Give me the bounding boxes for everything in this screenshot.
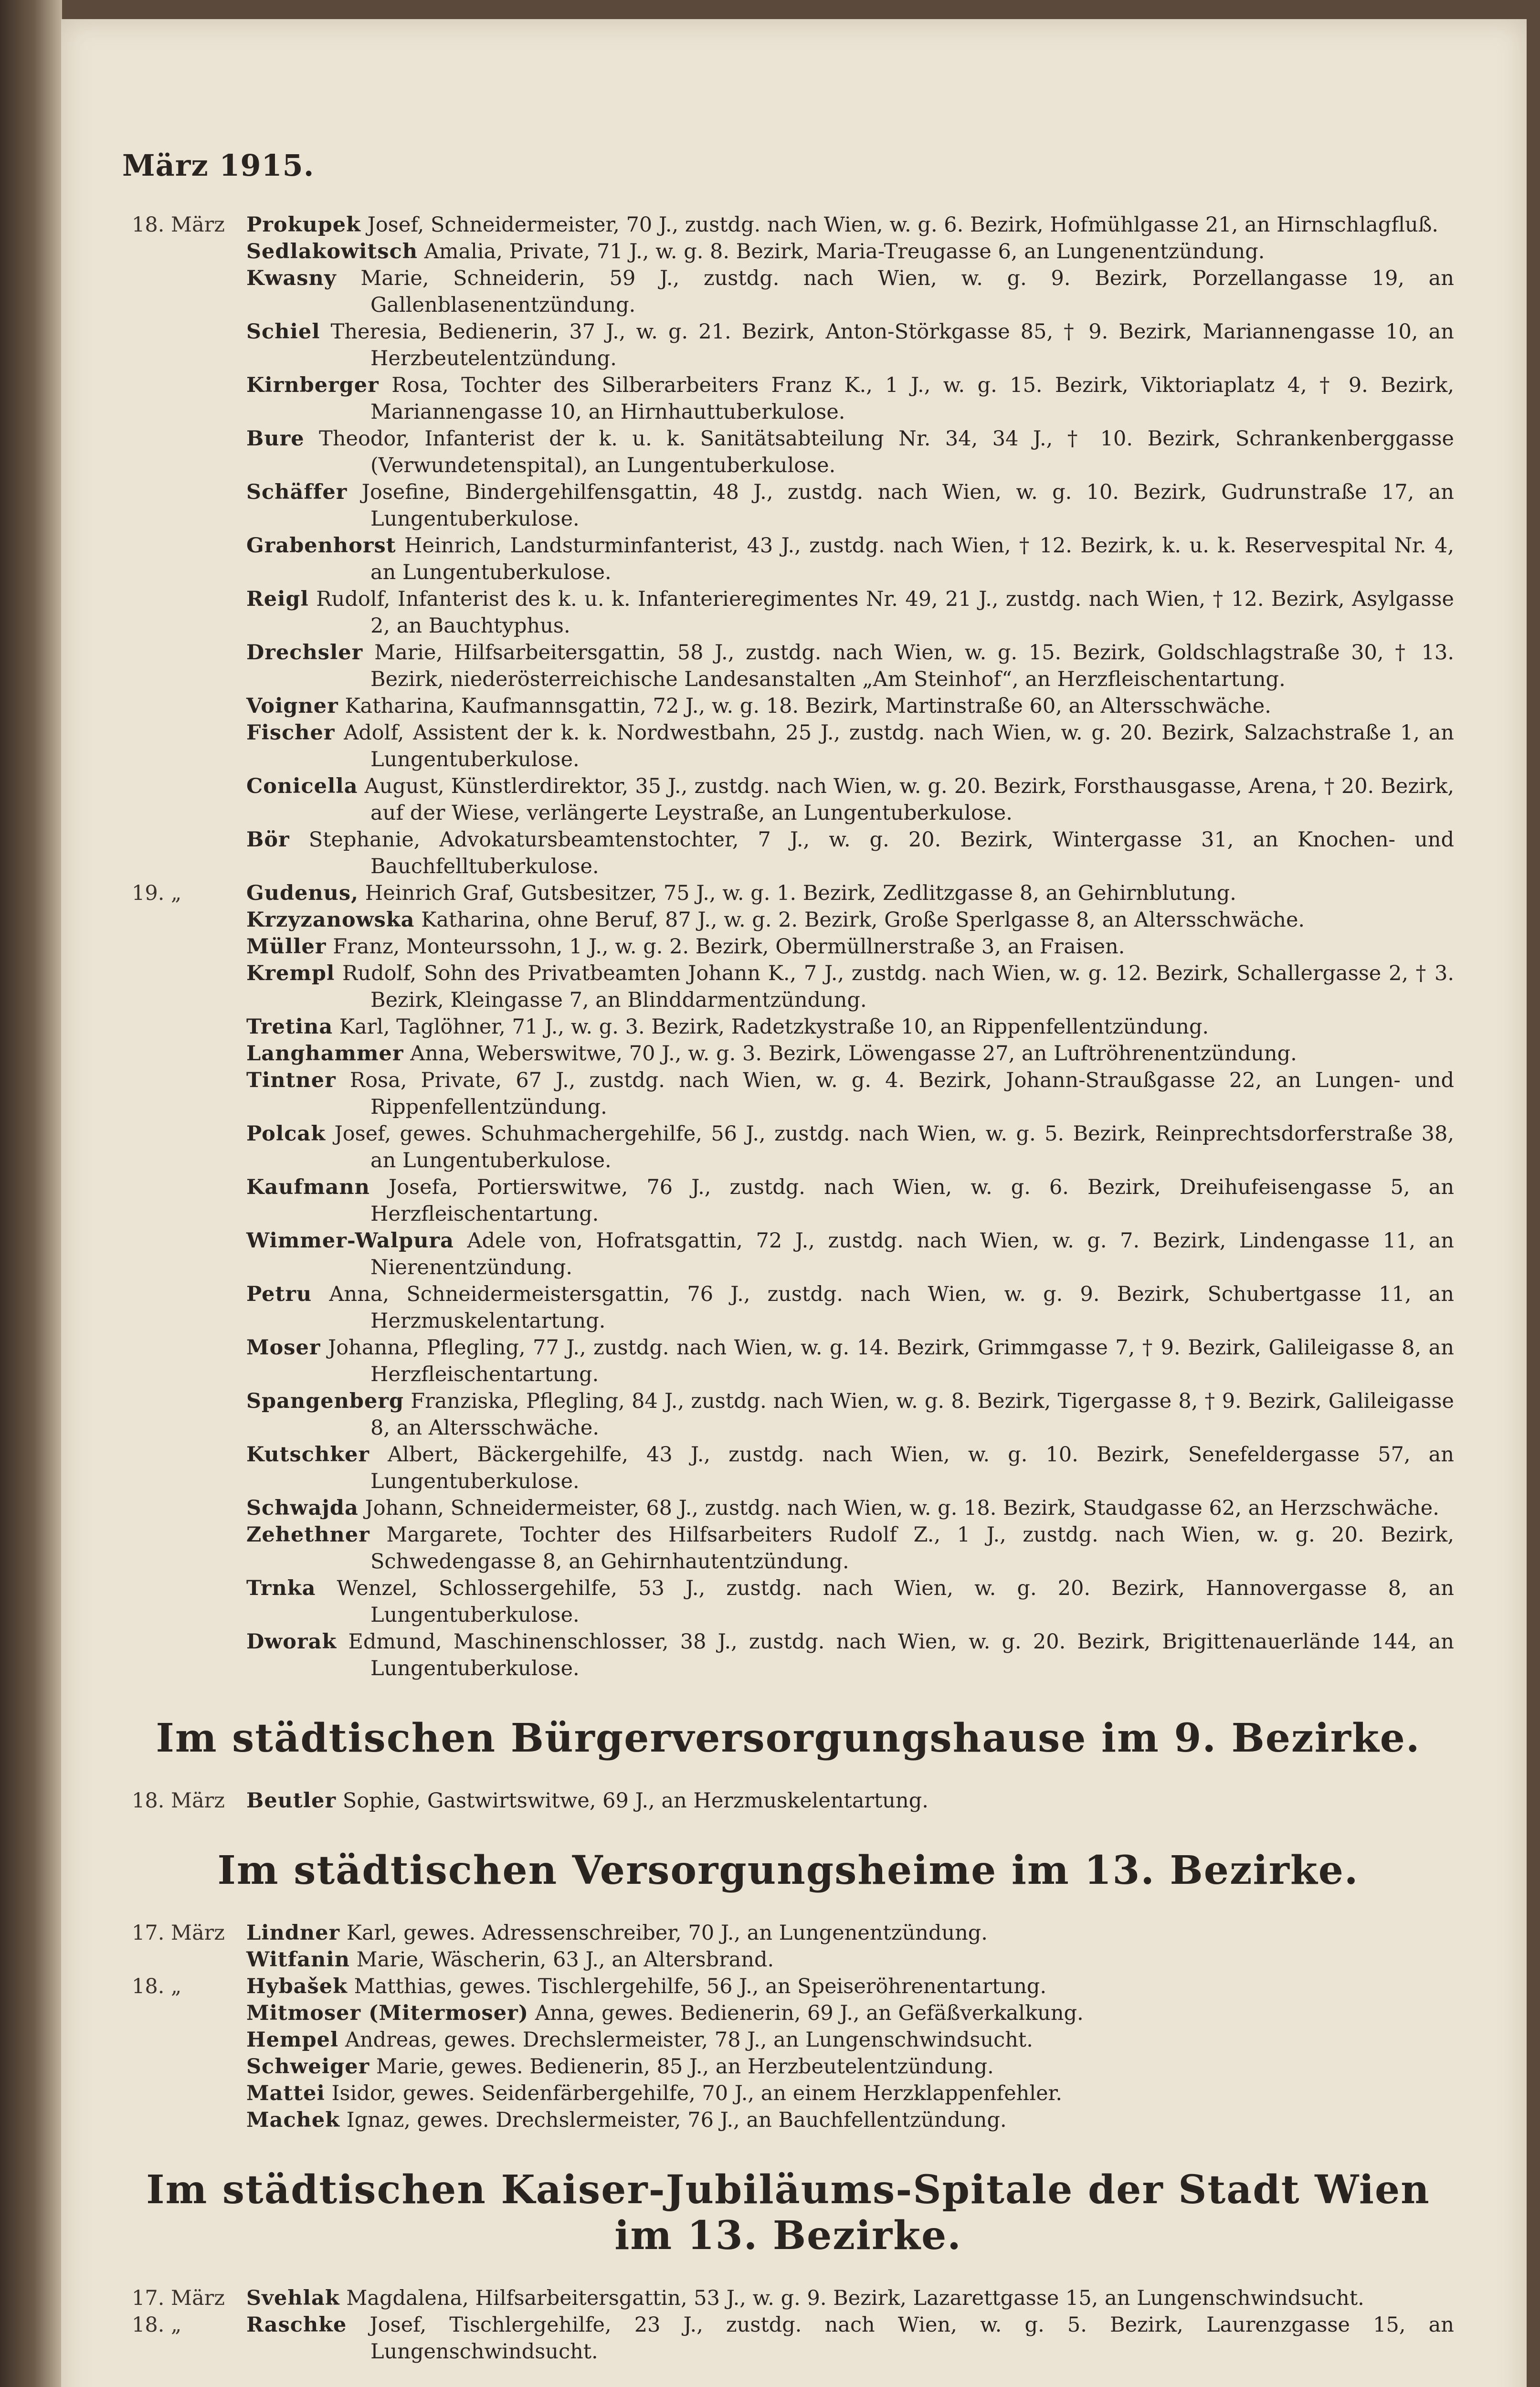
register-entry — [122, 719, 1454, 773]
register-entry — [122, 1441, 1454, 1495]
register-entry — [122, 1174, 1454, 1227]
entry-date: 19. „ — [132, 881, 182, 905]
register-entry — [122, 2053, 1454, 2080]
register-entry — [122, 2027, 1454, 2053]
entry-date — [122, 1495, 246, 1521]
death-register — [122, 211, 1454, 2387]
register-entry — [122, 907, 1454, 933]
entry-details: Wenzel, Schlossergehilfe, 53 J., zustdg. nach Wien, w. g. 20. Bezirk, Hannovergasse 8, an Lungentuberkulose. — [337, 1576, 1454, 1627]
entry-surname: Moser — [246, 1336, 321, 1360]
register-entry — [122, 425, 1454, 479]
entry-text — [246, 907, 1454, 933]
register-section — [122, 211, 1454, 1682]
entry-details: Josefa, Portierswitwe, 76 J., zustdg. nach Wien, w. g. 6. Bezirk, Dreihufeisengasse 5, an Herzfleischentartung. — [370, 1175, 1455, 1226]
entry-text — [246, 2053, 1454, 2080]
entry-surname: Sedlakowitsch — [246, 240, 418, 264]
register-entry — [122, 1334, 1454, 1388]
register-entry — [122, 2107, 1454, 2134]
entry-date — [122, 826, 246, 880]
entry-surname: Zehethner — [246, 1523, 370, 1547]
register-entry — [122, 826, 1454, 880]
entry-text — [246, 2285, 1454, 2312]
entry-date — [122, 238, 246, 265]
page-header: März 1915. — [122, 148, 315, 183]
section-title: Im städtischen Bürgerversorgungshause im 9. Bezirke. — [156, 1715, 1421, 1761]
entry-surname: Witfanin — [246, 1948, 350, 1972]
register-entry — [122, 1227, 1454, 1281]
entry-surname: Fischer — [246, 721, 335, 745]
document-page — [61, 19, 1527, 2387]
register-entry — [122, 1946, 1454, 1973]
entry-details: August, Künstlerdirektor, 35 J., zustdg. nach Wien, w. g. 20. Bezirk, Forsthausgasse, Arena, † 20. Bezirk, auf der Wiese, verlängerte Leystraße, an Lungentuberkulose. — [364, 774, 1455, 825]
entry-date — [122, 1120, 246, 1174]
entry-details: Anna, gewes. Bedienerin, 69 J., an Gefäßverkalkung. — [535, 2001, 1084, 2025]
entry-date — [122, 960, 246, 1014]
entry-surname: Svehlak — [246, 2286, 340, 2310]
register-entry — [122, 1120, 1454, 1174]
register-entry — [122, 693, 1454, 719]
entry-details: Matthias, gewes. Tischlergehilfe, 56 J., an Speiseröhrenentartung. — [354, 1975, 1047, 1998]
entry-surname: Spangenberg — [246, 1389, 404, 1413]
entry-text — [246, 1281, 1454, 1334]
entry-text — [246, 2107, 1454, 2134]
entry-text — [246, 693, 1454, 719]
entry-details: Ignaz, gewes. Drechslermeister, 76 J., an Bauchfellentzündung. — [346, 2108, 1007, 2132]
register-entry — [122, 318, 1454, 372]
entry-date — [122, 1174, 246, 1227]
entry-details: Katharina, Kaufmannsgattin, 72 J., w. g. 18. Bezirk, Martinstraße 60, an Altersschwäche. — [345, 694, 1271, 718]
entry-surname: Kwasny — [246, 266, 337, 290]
entry-surname: Langhammer — [246, 1042, 404, 1066]
entry-surname: Kaufmann — [246, 1175, 370, 1199]
entry-details: Franziska, Pflegling, 84 J., zustdg. nach Wien, w. g. 8. Bezirk, Tigergasse 8, † 9. Bezirk, Galileigasse 8, an Altersschwäche. — [370, 1389, 1454, 1440]
entry-surname: Petru — [246, 1282, 312, 1306]
register-entry — [122, 1521, 1454, 1575]
entry-details: Adolf, Assistent der k. k. Nordwestbahn, 25 J., zustdg. nach Wien, w. g. 20. Bezirk, Salzachstraße 1, an Lungentuberkulose. — [344, 721, 1455, 771]
register-entry — [122, 2285, 1454, 2312]
entry-text — [246, 1227, 1454, 1281]
entry-date — [122, 425, 246, 479]
entry-text — [246, 532, 1454, 586]
entry-surname: Mitmoser (Mitermoser) — [246, 2001, 529, 2025]
entry-details: Stephanie, Advokatursbeamtenstochter, 7 J., w. g. 20. Bezirk, Wintergasse 31, an Knochen- und Bauchfelltuberkulose. — [308, 828, 1455, 878]
register-entry — [122, 238, 1454, 265]
register-entry — [122, 2080, 1454, 2107]
entry-details: Margarete, Tochter des Hilfsarbeiters Rudolf Z., 1 J., zustdg. nach Wien, w. g. 20. Bezirk, Schwedengasse 8, an Gehirnhautentzündung. — [370, 1523, 1454, 1574]
entry-date — [122, 372, 246, 425]
entry-date: 17. März — [132, 1921, 225, 1945]
entry-text — [246, 1388, 1454, 1441]
entry-surname: Schäffer — [246, 480, 348, 504]
register-entry — [122, 933, 1454, 960]
entry-text — [246, 1575, 1454, 1628]
entry-surname: Bure — [246, 427, 305, 451]
entry-surname: Kutschker — [246, 1443, 370, 1467]
entry-text — [246, 773, 1454, 826]
entry-text — [246, 880, 1454, 907]
entry-text — [246, 265, 1454, 318]
entry-surname: Machek — [246, 2108, 340, 2132]
entry-details: Magdalena, Hilfsarbeitersgattin, 53 J., w. g. 9. Bezirk, Lazarettgasse 15, an Lungenschwindsucht. — [346, 2286, 1364, 2310]
entry-date — [122, 1441, 246, 1495]
entry-text — [246, 2080, 1454, 2107]
register-entry — [122, 1281, 1454, 1334]
entry-text — [246, 639, 1454, 693]
entry-text — [246, 1067, 1454, 1120]
entry-text — [246, 1014, 1454, 1040]
entry-surname: Drechsler — [246, 641, 363, 665]
register-entry — [122, 586, 1454, 639]
entry-surname: Gudenus, — [246, 881, 359, 905]
entry-details: Theresia, Bedienerin, 37 J., w. g. 21. Bezirk, Anton-Störkgasse 85, † 9. Bezirk, Mariannengasse 10, an Herzbeutelentzündung. — [330, 320, 1455, 370]
entry-date — [122, 693, 246, 719]
entry-date — [122, 532, 246, 586]
entry-date — [122, 1334, 246, 1388]
register-entry — [122, 372, 1454, 425]
entry-details: Edmund, Maschinenschlosser, 38 J., zustdg. nach Wien, w. g. 20. Bezirk, Brigittenauerlände 144, an Lungentuberkulose. — [348, 1630, 1454, 1680]
entry-text — [246, 2312, 1454, 2365]
entry-surname: Raschke — [246, 2313, 347, 2337]
entry-details: Adele von, Hofratsgattin, 72 J., zustdg. nach Wien, w. g. 7. Bezirk, Lindengasse 11, an Nierenentzündung. — [370, 1229, 1455, 1279]
entry-text — [246, 1920, 1454, 1946]
entry-details: Marie, Schneiderin, 59 J., zustdg. nach Wien, w. g. 9. Bezirk, Porzellangasse 19, an Gallenblasenentzündung. — [360, 266, 1454, 317]
entry-details: Josef, Schneidermeister, 70 J., zustdg. nach Wien, w. g. 6. Bezirk, Hofmühlgasse 21, an Hirnschlagfluß. — [367, 213, 1439, 237]
entry-text — [246, 2000, 1454, 2027]
register-entry — [122, 532, 1454, 586]
entry-text — [246, 719, 1454, 773]
entry-text — [246, 1495, 1454, 1521]
entry-date — [122, 933, 246, 960]
entry-details: Rudolf, Infanterist des k. u. k. Infanterieregimentes Nr. 49, 21 J., zustdg. nach Wien, † 12. Bezirk, Asylgasse 2, an Bauchtyphus. — [316, 587, 1455, 638]
register-section — [122, 1715, 1454, 1814]
entry-text — [246, 1441, 1454, 1495]
register-entry — [122, 1628, 1454, 1682]
register-section — [122, 2167, 1454, 2365]
entry-surname: Dworak — [246, 1630, 337, 1654]
page-content — [122, 148, 1454, 2387]
register-entry — [122, 211, 1454, 238]
entry-details: Karl, Taglöhner, 71 J., w. g. 3. Bezirk, Radetzkystraße 10, an Rippenfellentzündung. — [339, 1015, 1209, 1039]
entry-details: Rosa, Tochter des Silberarbeiters Franz K., 1 J., w. g. 15. Bezirk, Viktoriaplatz 4, † 9. Bezirk, Mariannengasse 10, an Hirnhauttuberkulose. — [370, 373, 1455, 424]
register-entry — [122, 773, 1454, 826]
entry-details: Rudolf, Sohn des Privatbeamten Johann K., 7 J., zustdg. nach Wien, w. g. 12. Bezirk, Schallergasse 2, † 3. Bezirk, Kleingasse 7, an Blinddarmentzündung. — [342, 961, 1454, 1012]
entry-surname: Grabenhorst — [246, 534, 396, 558]
entry-text — [246, 1040, 1454, 1067]
entry-details: Josef, Tischlergehilfe, 23 J., zustdg. nach Wien, w. g. 5. Bezirk, Laurenzgasse 15, an Lungenschwindsucht. — [369, 2313, 1454, 2364]
entry-text — [246, 2027, 1454, 2053]
entry-details: Karl, gewes. Adressenschreiber, 70 J., an Lungenentzündung. — [346, 1921, 988, 1945]
entry-surname: Trnka — [246, 1576, 316, 1600]
entry-date — [122, 1575, 246, 1628]
entry-details: Rosa, Private, 67 J., zustdg. nach Wien, w. g. 4. Bezirk, Johann-Straußgasse 22, an Lungen- und Rippenfellentzündung. — [349, 1068, 1455, 1119]
entry-surname: Tretina — [246, 1015, 333, 1039]
entry-surname: Schiel — [246, 320, 320, 344]
entry-surname: Conicella — [246, 774, 358, 798]
entry-details: Marie, Wäscherin, 63 J., an Altersbrand. — [356, 1948, 774, 1972]
entry-date — [122, 265, 246, 318]
entry-date — [122, 1521, 246, 1575]
register-entry — [122, 1067, 1454, 1120]
section-title: Im städtischen Versorgungsheime im 13. Bezirke. — [217, 1848, 1359, 1893]
entry-text — [246, 318, 1454, 372]
register-entry — [122, 1973, 1454, 2000]
register-section — [122, 1848, 1454, 2134]
entry-details: Theodor, Infanterist der k. u. k. Sanitätsabteilung Nr. 34, 34 J., † 10. Bezirk, Schrankenberggasse (Verwundetenspital), an Lungentuberkulose. — [319, 427, 1454, 477]
entry-surname: Beutler — [246, 1789, 337, 1813]
entry-date — [122, 1946, 246, 1973]
register-entry — [122, 2312, 1454, 2365]
entry-details: Katharina, ohne Beruf, 87 J., w. g. 2. Bezirk, Große Sperlgasse 8, an Altersschwäche. — [421, 908, 1305, 932]
register-entry — [122, 1040, 1454, 1067]
entry-date — [122, 1281, 246, 1334]
entry-text — [246, 1174, 1454, 1227]
entry-surname: Polcak — [246, 1122, 326, 1146]
entry-surname: Schweiger — [246, 2055, 370, 2079]
entry-date — [122, 719, 246, 773]
entry-details: Johann, Schneidermeister, 68 J., zustdg. nach Wien, w. g. 18. Bezirk, Staudgasse 62, an Herzschwäche. — [365, 1496, 1439, 1520]
entry-date: 18. März — [132, 213, 225, 237]
entry-surname: Mattei — [246, 2081, 325, 2105]
register-entry — [122, 880, 1454, 907]
entry-date — [122, 586, 246, 639]
entry-date — [122, 773, 246, 826]
entry-details: Sophie, Gastwirtswitwe, 69 J., an Herzmuskelentartung. — [342, 1789, 928, 1813]
entry-date — [122, 1040, 246, 1067]
entry-details: Marie, Hilfsarbeitersgattin, 58 J., zustdg. nach Wien, w. g. 15. Bezirk, Goldschlagstraße 30, † 13. Bezirk, niederösterreichische Landesanstalten „Am Steinhof“, an Herzfleischentartung. — [370, 641, 1455, 691]
entry-date — [122, 2107, 246, 2134]
entry-date — [122, 2053, 246, 2080]
entry-text — [246, 1973, 1454, 2000]
entry-text — [246, 238, 1454, 265]
entry-text — [246, 1628, 1454, 1682]
entry-text — [246, 372, 1454, 425]
entry-date: 18. „ — [132, 1975, 182, 1998]
entry-date — [122, 639, 246, 693]
entry-text — [246, 1946, 1454, 1973]
entry-details: Andreas, gewes. Drechslermeister, 78 J., an Lungenschwindsucht. — [345, 2028, 1033, 2052]
entry-text — [246, 211, 1454, 238]
entry-surname: Krempl — [246, 961, 335, 985]
entry-date — [122, 1227, 246, 1281]
entry-text — [246, 479, 1454, 532]
entry-date — [122, 2000, 246, 2027]
entry-details: Isidor, gewes. Seidenfärbergehilfe, 70 J., an einem Herzklappenfehler. — [331, 2081, 1063, 2105]
register-entry — [122, 1014, 1454, 1040]
register-entry — [122, 265, 1454, 318]
entry-date — [122, 2080, 246, 2107]
entry-details: Heinrich, Landsturminfanterist, 43 J., zustdg. nach Wien, † 12. Bezirk, k. u. k. Reservespital Nr. 4, an Lungentuberkulose. — [370, 534, 1455, 584]
entry-date: 17. März — [132, 2286, 225, 2310]
register-entry — [122, 1920, 1454, 1946]
section-title: Im städtischen Kaiser-Jubiläums-Spitale der Stadt Wien im 13. Bezirke. — [146, 2167, 1430, 2259]
entry-surname: Kirnberger — [246, 373, 379, 397]
entry-surname: Wimmer-Walpura — [246, 1229, 454, 1253]
entry-text — [246, 960, 1454, 1014]
register-entry — [122, 1787, 1454, 1814]
entry-surname: Hempel — [246, 2028, 339, 2052]
book-spine — [0, 0, 62, 2387]
entry-date — [122, 318, 246, 372]
entry-date — [122, 1067, 246, 1120]
register-entry — [122, 2000, 1454, 2027]
entry-surname: Schwajda — [246, 1496, 359, 1520]
entry-date — [122, 479, 246, 532]
entry-details: Heinrich Graf, Gutsbesitzer, 75 J., w. g. 1. Bezirk, Zedlitzgasse 8, an Gehirnblutung. — [365, 881, 1236, 905]
entry-surname: Müller — [246, 935, 327, 959]
entry-date — [122, 1628, 246, 1682]
entry-date — [122, 1014, 246, 1040]
entry-date — [122, 907, 246, 933]
entry-text — [246, 425, 1454, 479]
entry-details: Albert, Bäckergehilfe, 43 J., zustdg. nach Wien, w. g. 10. Bezirk, Senefeldergasse 57, an Lungentuberkulose. — [370, 1443, 1455, 1493]
register-entry — [122, 960, 1454, 1014]
entry-date — [122, 1388, 246, 1441]
entry-surname: Lindner — [246, 1921, 340, 1945]
entry-details: Marie, gewes. Bedienerin, 85 J., an Herzbeutelentzündung. — [376, 2055, 994, 2079]
entry-surname: Reigl — [246, 587, 309, 611]
register-entry — [122, 1495, 1454, 1521]
register-entry — [122, 639, 1454, 693]
entry-details: Anna, Weberswitwe, 70 J., w. g. 3. Bezirk, Löwengasse 27, an Luftröhrenentzündung. — [410, 1042, 1297, 1066]
entry-details: Josef, gewes. Schuhmachergehilfe, 56 J., zustdg. nach Wien, w. g. 5. Bezirk, Reinprechtsdorferstraße 38, an Lungentuberkulose. — [334, 1122, 1455, 1172]
entry-text — [246, 586, 1454, 639]
register-entry — [122, 1388, 1454, 1441]
entry-text — [246, 1120, 1454, 1174]
entry-details: Franz, Monteurssohn, 1 J., w. g. 2. Bezirk, Obermüllnerstraße 3, an Fraisen. — [333, 935, 1125, 959]
entry-details: Amalia, Private, 71 J., w. g. 8. Bezirk, Maria-Treugasse 6, an Lungenentzündung. — [424, 240, 1265, 264]
entry-surname: Bör — [246, 828, 290, 852]
entry-text — [246, 1521, 1454, 1575]
entry-text — [246, 1787, 1454, 1814]
entry-details: Johanna, Pflegling, 77 J., zustdg. nach Wien, w. g. 14. Bezirk, Grimmgasse 7, † 9. Bezirk, Galileigasse 8, an Herzfleischentartung. — [328, 1336, 1454, 1386]
register-entry — [122, 1575, 1454, 1628]
entry-details: Josefine, Bindergehilfensgattin, 48 J., zustdg. nach Wien, w. g. 10. Bezirk, Gudrunstraße 17, an Lungentuberkulose. — [361, 480, 1455, 531]
entry-surname: Hybašek — [246, 1975, 348, 1998]
entry-surname: Tintner — [246, 1068, 336, 1092]
entry-surname: Krzyzanowska — [246, 908, 415, 932]
entry-text — [246, 933, 1454, 960]
entry-surname: Prokupek — [246, 213, 361, 237]
entry-date: 18. März — [132, 1789, 225, 1813]
entry-text — [246, 826, 1454, 880]
register-entry — [122, 479, 1454, 532]
entry-date — [122, 2027, 246, 2053]
entry-text — [246, 1334, 1454, 1388]
entry-surname: Voigner — [246, 694, 338, 718]
entry-date: 18. „ — [132, 2313, 182, 2337]
entry-details: Anna, Schneidermeistersgattin, 76 J., zustdg. nach Wien, w. g. 9. Bezirk, Schubertgasse 11, an Herzmuskelentartung. — [329, 1282, 1454, 1333]
